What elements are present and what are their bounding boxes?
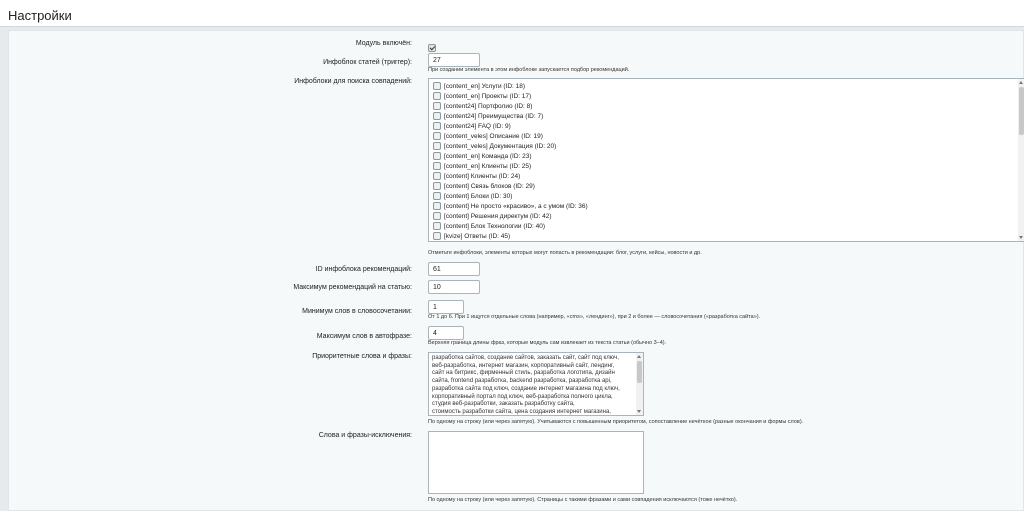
checkbox[interactable] [433,102,441,110]
module-enabled-checkbox[interactable] [428,44,436,52]
list-item[interactable]: [content24] Преимущества (ID: 7) [433,112,543,122]
min-words-hint: От 1 до 6. При 1 ищутся отдельные слова (например, «cms», «лендинг»), при 2 и более — словосочетания («разработка сайта»). [428,314,761,320]
max-recommend-label: Максимум рекомендаций на статью: [293,284,412,291]
checkbox[interactable] [433,202,441,210]
list-item[interactable]: [content] Связь блоков (ID: 29) [433,182,535,192]
max-recommend-input[interactable]: 10 [428,280,480,294]
checkbox[interactable] [433,222,441,230]
exclusions-label: Слова и фразы-исключения: [318,432,412,439]
settings-panel [8,30,1024,511]
list-item[interactable]: [content_en] Команда (ID: 23) [433,152,532,162]
checkbox[interactable] [433,132,441,140]
checkbox[interactable] [433,162,441,170]
checkbox[interactable] [433,182,441,190]
list-item[interactable]: [content_en] Проекты (ID: 17) [433,92,531,102]
scroll-thumb[interactable] [1019,87,1024,135]
min-words-input[interactable]: 1 [428,300,464,314]
list-item[interactable]: [content_veles] Описание (ID: 19) [433,132,543,142]
min-words-label: Минимум слов в словосочетании: [302,308,412,315]
priority-words-textarea[interactable] [428,352,644,416]
priority-words-label: Приоритетные слова и фразы: [312,353,412,360]
list-item[interactable]: [content24] FAQ (ID: 9) [433,122,511,132]
checkbox[interactable] [433,192,441,200]
exclusions-hint: По одному на строку (или через запятую). Страницы с такими фразами и сами совпадения исключаются (тоже нечётко). [428,497,738,503]
list-item[interactable]: [content24] Портфолио (ID: 8) [433,102,532,112]
checkbox[interactable] [433,122,441,130]
scroll-thumb[interactable] [637,361,642,383]
priority-words-text: разработка сайтов, создание сайтов, заказать сайт, сайт под ключ, веб-разработка, интернет магазин, корпоративный сайт, лендинг, сайт на битрикс, фирменный стиль, разработка логотипа, дизайн сайта, frontend разработка, backend разработка, разработка api, разработка сайта под ключ, создание интернет магазина под ключ, корпоративный портал под ключ, веб-разработка полного цикла, студия веб-разработки, заказать разработку сайта, стоимость разработки сайта, цена создания интернет магазина, [432,355,620,415]
max-words-label: Максимум слов в автофразе: [316,333,412,340]
list-item[interactable]: [content] Блоки (ID: 30) [433,192,512,202]
search-iblocks-list[interactable] [428,78,1024,242]
recommend-iblock-label: ID инфоблока рекомендаций: [315,266,412,273]
exclusions-textarea[interactable] [428,431,644,494]
checkbox[interactable] [433,212,441,220]
articles-iblock-input[interactable]: 27 [428,53,480,67]
articles-iblock-hint: При создании элемента в этом инфоблоке запускается подбор рекомендаций. [428,67,630,73]
list-item[interactable]: [content_veles] Документация (ID: 20) [433,142,556,152]
page-header [0,0,1024,27]
priority-words-hint: По одному на строку (или через запятую). Учитываются с повышенным приоритетом, сопоставление нечёткое (разные окончания и формы слов). [428,419,804,425]
scroll-up-icon[interactable] [637,355,641,358]
list-item[interactable]: [content] Не просто «красиво», а с умом (ID: 36) [433,202,588,212]
list-item[interactable]: [content] Клиенты (ID: 24) [433,172,520,182]
scroll-up-icon[interactable] [1019,81,1023,84]
module-enabled-label: Модуль включён: [355,40,412,47]
max-words-input[interactable]: 4 [428,326,464,340]
page-title: Настройки [8,8,72,23]
list-item[interactable]: [content] Решения директум (ID: 42) [433,212,552,222]
search-iblocks-label: Инфоблоки для поиска совпадений: [294,78,412,85]
recommend-iblock-input[interactable]: 61 [428,262,480,276]
checkbox[interactable] [433,142,441,150]
search-iblocks-hint: Отметьте инфоблоки, элементы которых могут попасть в рекомендации: блог, услуги, кейсы, новости и др. [428,250,702,256]
list-scrollbar[interactable] [1018,79,1024,241]
checkbox[interactable] [433,172,441,180]
max-words-hint: Верхняя граница длины фраз, которые модуль сам извлекает из текста статьи (обычно 3–4). [428,340,667,346]
textarea-scrollbar[interactable] [636,353,643,415]
articles-iblock-label: Инфоблок статей (триггер): [323,59,412,66]
scroll-down-icon[interactable] [637,410,641,413]
checkbox[interactable] [433,152,441,160]
scroll-down-icon[interactable] [1019,236,1023,239]
list-item[interactable]: [content_en] Услуги (ID: 18) [433,82,525,92]
checkbox[interactable] [433,92,441,100]
list-item[interactable]: [content_en] Клиенты (ID: 25) [433,162,531,172]
checkbox[interactable] [433,112,441,120]
checkbox[interactable] [433,82,441,90]
list-item[interactable]: [content] Блок Технологии (ID: 40) [433,222,545,232]
checkbox[interactable] [433,232,441,240]
list-item[interactable]: [kvize] Ответы (ID: 45) [433,232,510,242]
